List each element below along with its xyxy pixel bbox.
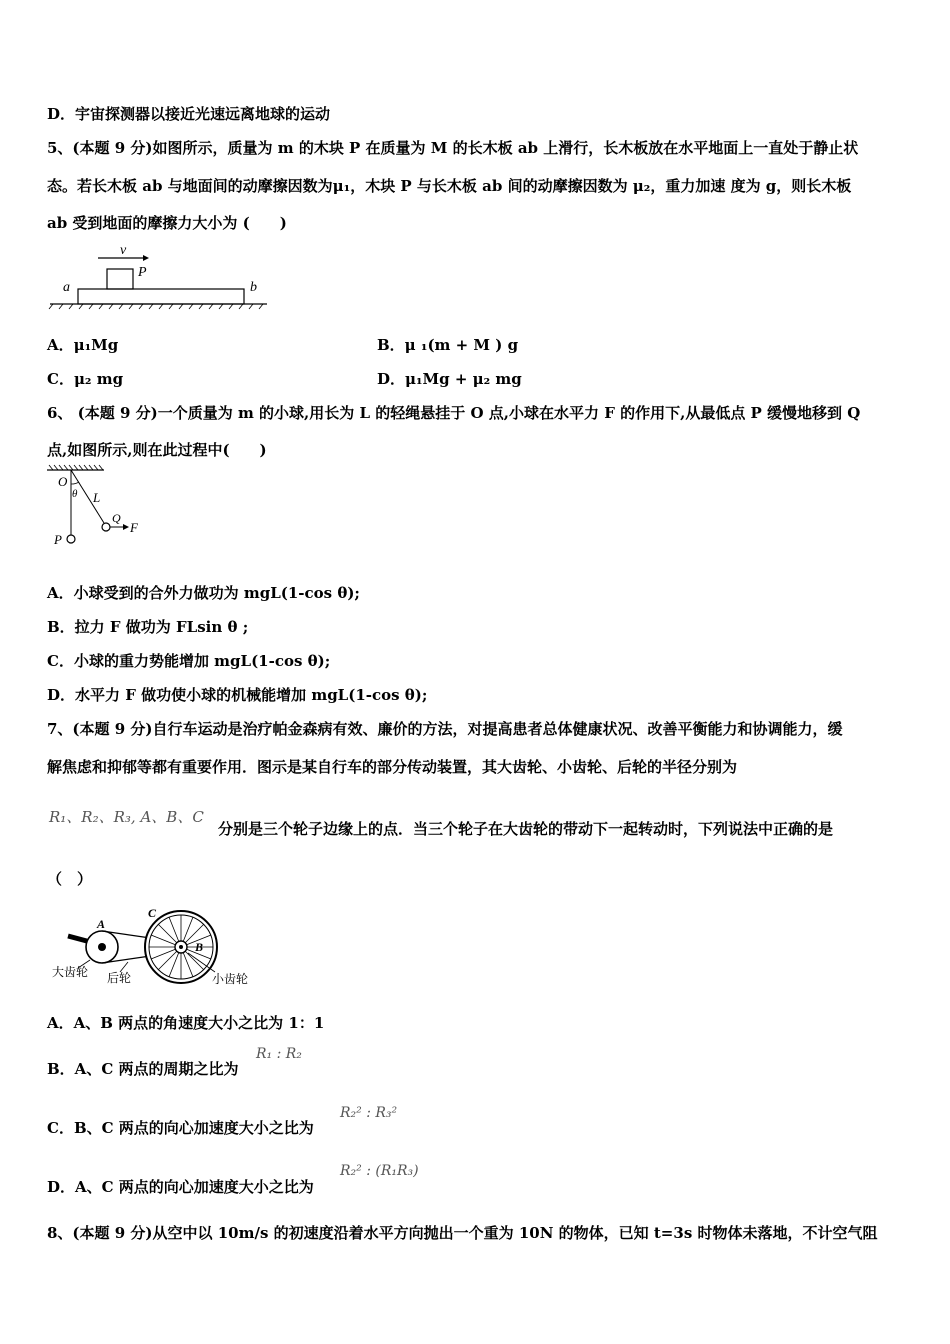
q8-stem-line1: 8、(本题 9 分)从空中以 10m/s 的初速度沿着水平方向抛出一个重为 10N 的物体，已知 t=3s 时物体未落地，不计空气阻 [47,1224,878,1242]
q5-option-a: A．μ₁Mg [47,336,119,354]
ground-hatch [49,304,263,309]
q7-stem-line2: 解焦虑和抑郁等都有重要作用．图示是某自行车的部分传动装置，其大齿轮、小齿轮、后轮的半径分别为 [47,758,738,776]
small-gear-hub [179,945,183,949]
label-theta: θ [72,488,78,500]
label-b: B [195,940,204,954]
q7-option-d: D．A、C 两点的向心加速度大小之比为 [47,1178,314,1196]
q7-option-d-formula: R₂² : (R₁R₃) [340,1163,419,1179]
q7-option-c-formula: R₂² : R₃² [340,1105,398,1121]
label-v: v [120,243,127,258]
q7-figure-bicycle-gears [50,902,270,992]
label-c: C [148,906,157,920]
label-o: O [58,474,68,489]
ball-at-q [102,523,110,531]
force-arrow-head [123,524,129,530]
label-l: L [93,490,101,505]
q5-stem-line1: 5、(本题 9 分)如图所示，质量为 m 的木块 P 在质量为 M 的长木板 ab 上滑行，长木板放在水平地面上一直处于静止状 [47,139,859,157]
q6-option-b: B．拉力 F 做功为 FLsin θ ; [47,618,249,636]
label-q: Q [112,511,121,525]
q7-option-b: B．A、C 两点的周期之比为 [47,1060,239,1078]
label-big-gear: 大齿轮 [52,965,89,979]
q7-stem-line4: （ ） [47,870,93,888]
q6-stem-line1: 6、 (本题 9 分)一个质量为 m 的小球,用长为 L 的轻绳悬挂于 O 点,小球在水平力 F 的作用下,从最低点 P 缓慢地移到 Q [47,404,861,422]
block-p [107,269,133,289]
q5-stem-line3: ab 受到地面的摩擦力大小为 ( ) [47,214,287,232]
q5-option-b: B．μ ₁(m + M ) g [377,336,519,354]
q7-stem-line3: 分别是三个轮子边缘上的点．当三个轮子在大齿轮的带动下一起转动时，下列说法中正确的是 [218,820,834,838]
q5-stem-line2: 态。若长木板 ab 与地面间的动摩擦因数为μ₁，木块 P 与长木板 ab 间的动摩擦因数为 μ₂，重力加速 度为 g，则长木板 [47,177,852,195]
velocity-arrow-head [143,255,149,261]
q6-stem-line2: 点,如图所示,则在此过程中( ) [47,441,267,459]
label-p: P [54,532,62,547]
q6-option-a: A．小球受到的合外力做功为 mgL(1-cos θ); [47,584,360,602]
label-small-gear: 小齿轮 [212,972,249,986]
q4-option-d: D．宇宙探测器以接近光速远离地球的运动 [47,105,331,123]
label-rear-wheel: 后轮 [107,971,132,985]
q7-option-c: C．B、C 两点的向心加速度大小之比为 [47,1119,314,1137]
q5-option-d: D．μ₁Mg + μ₂ mg [377,370,522,388]
theta-arc [71,482,79,484]
q5-option-c: C．μ₂ mg [47,370,124,388]
label-a: a [63,280,70,295]
q5-figure-board-block [45,238,275,310]
label-f: F [130,520,138,535]
ceiling-hatch [49,465,103,470]
label-p: P [138,265,147,280]
q6-option-d: D．水平力 F 做功使小球的机械能增加 mgL(1-cos θ); [47,686,428,704]
big-gear-hub [98,943,106,951]
q6-option-c: C．小球的重力势能增加 mgL(1-cos θ); [47,652,331,670]
label-a: A [97,917,106,931]
q7-stem-line1: 7、(本题 9 分)自行车运动是治疗帕金森病有效、廉价的方法，对提高患者总体健康状况、改善平衡能力和协调能力，缓 [47,720,843,738]
label-b: b [250,280,257,295]
long-board [78,289,244,304]
q7-option-a: A．A、B 两点的角速度大小之比为 1：1 [47,1014,325,1032]
q7-radius-formula: R₁、R₂、R₃, A、B、C [49,808,204,826]
q6-figure-pendulum [42,462,152,550]
ball-at-p [67,535,75,543]
q7-option-b-formula: R₁ : R₂ [256,1046,302,1062]
